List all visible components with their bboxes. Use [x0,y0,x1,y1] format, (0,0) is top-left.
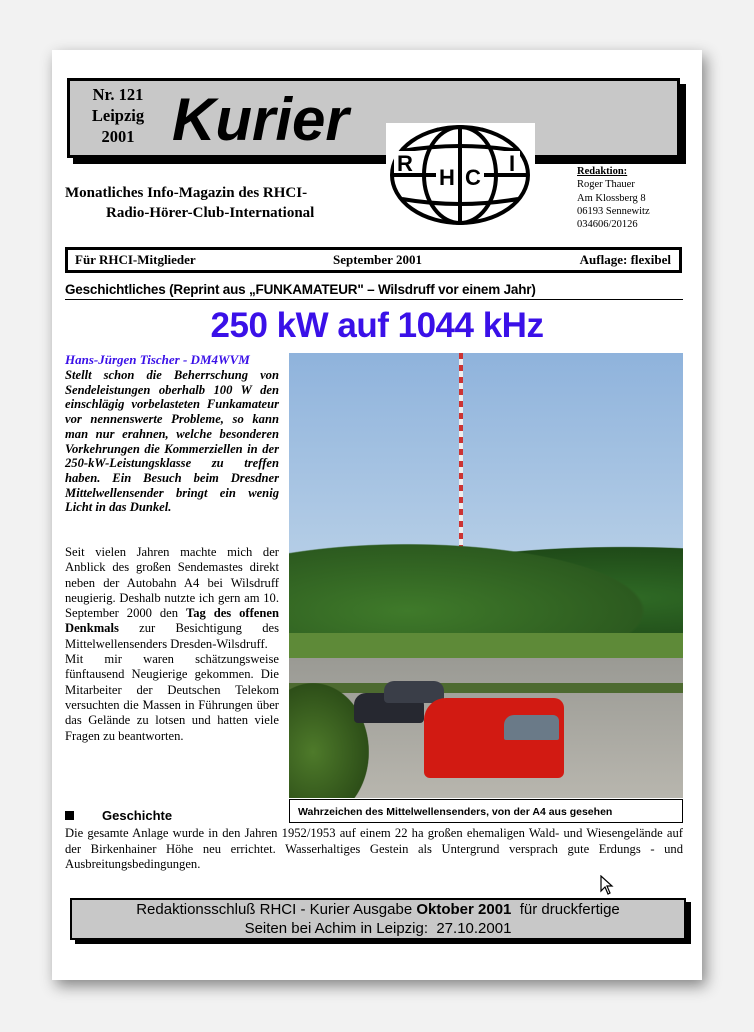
editorial-street: Am Klossberg 8 [577,192,646,204]
tagline-line2: Radio-Hörer-Club-International [106,205,315,221]
body-paragraph-2: Mit mir waren schätzungsweise fünftausend Neugierige gekommen. Die Mitarbeiter der Deutschen Telekom versuchten die Massen in Führungen über das Gelände zu lotsen und hatten viele Fragen zu beantworten. [65,652,279,743]
tagline [65,183,314,223]
masthead-title: Kurier [172,86,349,153]
svg-text:I: I [508,151,516,176]
circulation-label: Auflage: flexibel [579,252,671,267]
svg-text:C: C [465,165,481,190]
issue-city: Leipzig [91,106,145,125]
section-heading: Geschichtliches (Reprint aus „FUNKAMATEUR" – Wilsdruff vor einem Jahr) [65,281,683,300]
deadline-text: Redaktionsschluß RHCI - Kurier Ausgabe [136,901,417,918]
mouse-cursor-icon [600,875,614,895]
issue-info [88,84,148,147]
rhci-globe-logo [386,123,535,230]
deadline-box [70,898,686,940]
info-bar [65,247,682,273]
article-intro: Stellt schon die Beherrschung von Sendeleistungen oberhalb 100 W den einschlägig vorbelasteten Funkamateur vor nennenswerte Probleme, so kann man nur erahnen, welche besonderen Vorkehrungen die Kommerziellen in der 250-kW-Leistungsklasse zu treffen haben. Ein Besuch beim Dresdner Mittelwellensender bringt ein wenig Licht in das Dunkel. [65,368,279,515]
svg-text:H: H [439,165,455,190]
editorial-phone: 034606/20126 [577,219,638,231]
article-title: 250 kW auf 1044 kHz [210,306,544,345]
body-text: Seit vielen Jahren machte mich der Anblick des großen Sendemastes direkt neben der Autobahn A4 bei Wilsdruff neugierig. Deshalb nutzte ich gern am 10. September 2000 den [65,545,279,621]
article-author: Hans-Jürgen Tischer - DM4WVM [65,352,250,367]
history-paragraph: Die gesamte Anlage wurde in den Jahren 1952/1953 auf einem 22 ha großen ehemaligen Wald- und Wiesengelände auf der Birkenhainer Höhe neu errichtet. Wasserhaltiges Gestein als Untergrund versprach gute Erdungs - und Ausbreitungsbedingungen. [65,826,683,871]
issue-year: 2001 [101,127,135,146]
audience-label: Für RHCI-Mitglieder [75,252,196,267]
photo-caption: Wahrzeichen des Mittelwellensenders, von der A4 aus gesehen [289,799,683,823]
subheading [65,807,172,825]
deadline-text: für druckfertige [511,901,620,918]
deadline-line1 [72,900,684,919]
subheading-text: Geschichte [102,808,173,823]
editorial-label: Redaktion: [577,166,628,177]
masthead-box [67,78,680,158]
tagline-line1: Monatliches Info-Magazin des RHCI- [65,185,308,201]
editorial-name: Roger Thauer [577,179,635,191]
body-text: zur Besichtigung des Mittelwellensenders Dresden-Wilsdruff. [65,621,279,651]
issue-number: Nr. 121 [92,85,144,104]
van-windshield [504,715,559,740]
svg-text:R: R [397,151,413,176]
editorial-address [577,165,650,231]
article-body [65,545,279,744]
deadline-month: Oktober 2001 [416,901,512,918]
deadline-line2: Seiten bei Achim in Leipzig: 27.10.2001 [244,920,512,937]
body-paragraph-1 [65,545,279,652]
editorial-city: 06193 Sennewitz [577,205,650,217]
transmitter-photo [289,353,683,798]
body-bold-text: Tag des offenen Denkmals [65,606,279,636]
issue-date: September 2001 [333,252,422,267]
bullet-square-icon [65,811,74,820]
